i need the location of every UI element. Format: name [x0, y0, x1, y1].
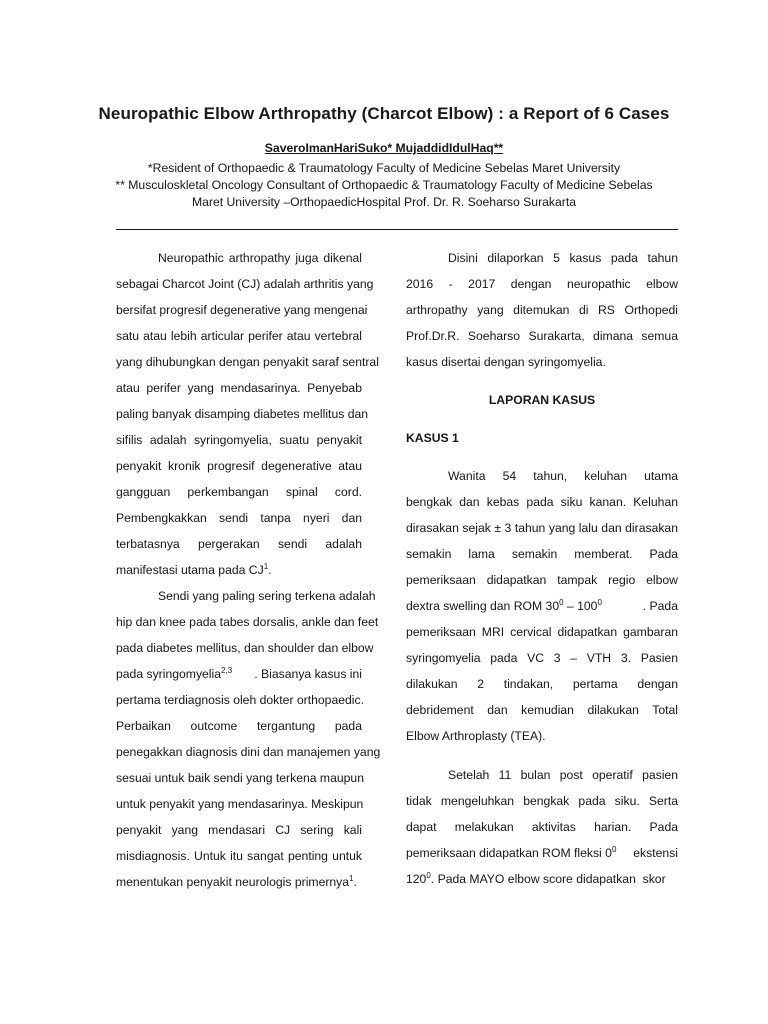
text-fragment: . Biasanya kasus ini	[254, 667, 362, 681]
author-line: SaveroImanHariSuko* MujaddidIdulHaq**	[264, 141, 504, 155]
affiliation-2: ** Musculoskletal Oncology Consultant of Orthopaedic & Traumatology Faculty of Medicine Sebelas	[115, 178, 653, 192]
right-column	[406, 245, 678, 892]
text-fragment: .	[268, 563, 272, 577]
text-line: debridement dan kemudian dilakukan Total	[406, 703, 678, 717]
left-paragraph-2	[116, 583, 381, 895]
text-fragment	[406, 840, 616, 866]
text-fragment: – 100	[563, 599, 598, 613]
text-line	[116, 557, 362, 583]
text-line: dapat melakukan aktivitas harian. Pada	[406, 820, 678, 834]
citation-superscript: 2,3	[221, 666, 233, 675]
paragraph-gap	[406, 749, 678, 762]
text-line: pemeriksaan MRI cervical didapatkan gambaran	[406, 625, 678, 639]
text-line: hip dan knee pada tabes dorsalis, ankle dan feet	[116, 615, 379, 629]
text-line: dirasakan sejak ± 3 tahun yang lalu dan dirasakan	[406, 521, 678, 535]
text-fragment: 120	[406, 872, 427, 886]
text-fragment: ekstensi	[633, 846, 678, 860]
text-fragment: .	[353, 875, 357, 889]
text-line: Wanita 54 tahun, keluhan utama	[448, 469, 678, 483]
text-line: Disini dilaporkan 5 kasus pada tahun	[448, 251, 678, 265]
text-line: kasus disertai dengan syringomyelia.	[406, 355, 606, 369]
text-line: penyakit yang mendasari CJ sering kali	[116, 823, 362, 837]
affiliation-1: *Resident of Orthopaedic & Traumatology Faculty of Medicine Sebelas Maret University	[147, 161, 621, 175]
text-line: syringomyelia pada VC 3 – VTH 3. Pasien	[406, 651, 678, 665]
text-line: tidak mengeluhkan bengkak pada siku. Serta	[406, 794, 678, 808]
text-fragment	[116, 661, 232, 687]
text-line: yang dihubungkan dengan penyakit saraf sentral	[116, 355, 379, 369]
right-paragraph-1	[406, 245, 678, 375]
text-fragment: menentukan penyakit neurologis primernya	[116, 875, 350, 889]
text-line: atau perifer yang mendasarinya. Penyebab	[116, 381, 362, 395]
text-line: Perbaikan outcome tergantung pada	[116, 719, 362, 733]
paragraph-gap	[406, 451, 678, 463]
text-line: misdiagnosis. Untuk itu sangat penting untuk	[116, 849, 362, 863]
text-fragment: pada syringomyelia	[116, 667, 222, 681]
text-line: Prof.Dr.R. Soeharso Surakarta, dimana semua	[406, 329, 678, 343]
case-heading: KASUS 1	[406, 431, 459, 445]
right-paragraph-2	[406, 463, 678, 749]
paper-title: Neuropathic Elbow Arthropathy (Charcot Elbow) : a Report of 6 Cases	[98, 104, 670, 123]
text-line: sesuai untuk baik sendi yang terkena maupun	[116, 771, 364, 785]
text-fragment: dextra swelling dan ROM 30	[406, 599, 560, 613]
left-column	[116, 245, 381, 895]
paragraph-gap	[406, 413, 678, 425]
text-line: terbatasnya pergerakan sendi adalah	[116, 537, 362, 551]
text-line	[406, 866, 678, 892]
degree-superscript: 0	[559, 598, 564, 607]
text-line: 2016 - 2017 dengan neuropathic elbow	[406, 277, 678, 291]
text-fragment: . Pada	[642, 599, 678, 613]
section-heading: LAPORAN KASUS	[488, 393, 596, 407]
text-fragment: manifestasi utama pada CJ	[116, 563, 264, 577]
text-line: Pembengkakkan sendi tanpa nyeri dan	[116, 511, 362, 525]
text-line	[406, 593, 678, 619]
text-line: dilakukan 2 tindakan, pertama dengan	[406, 677, 678, 691]
text-line: gangguan perkembangan spinal cord.	[116, 485, 362, 499]
text-line: Elbow Arthroplasty (TEA).	[406, 729, 546, 743]
citation-superscript: 1	[349, 874, 354, 883]
text-line: pemeriksaan didapatkan tampak regio elbow	[406, 573, 678, 587]
text-fragment: . Pada MAYO elbow score didapatkan skor	[430, 872, 666, 886]
text-line	[116, 869, 362, 895]
right-paragraph-3	[406, 762, 678, 892]
text-line	[116, 661, 362, 687]
text-line: Sendi yang paling sering terkena adalah	[158, 589, 376, 603]
degree-superscript: 0	[611, 845, 617, 854]
citation-superscript: 1	[263, 562, 269, 571]
text-line: Setelah 11 bulan post operatif pasien	[448, 768, 678, 782]
text-line: bengkak dan kebas pada siku kanan. Keluhan	[406, 495, 678, 509]
paragraph-gap	[406, 375, 678, 387]
text-line: penegakkan diagnosis dini dan manajemen yang	[116, 745, 381, 759]
text-line: satu atau lebih articular perifer atau vertebral	[116, 329, 362, 343]
header-divider	[116, 229, 678, 230]
degree-superscript: 0	[426, 871, 431, 880]
left-paragraph-1	[116, 245, 379, 583]
text-fragment	[406, 593, 602, 619]
text-line: penyakit kronik progresif degenerative atau	[116, 459, 362, 473]
text-line: untuk penyakit yang mendasarinya. Meskipun	[116, 797, 364, 811]
text-line: pertama terdiagnosis oleh dokter orthopaedic.	[116, 693, 364, 707]
text-line: bersifat progresif degenerative yang mengenai	[116, 303, 368, 317]
degree-superscript: 0	[597, 598, 602, 607]
text-fragment: pemeriksaan didapatkan ROM fleksi 0	[406, 846, 612, 860]
text-line: arthropathy yang ditemukan di RS Orthopedi	[406, 303, 678, 317]
text-line: sifilis adalah syringomyelia, suatu penyakit	[116, 433, 362, 447]
text-line: paling banyak disamping diabetes mellitus dan	[116, 407, 369, 421]
text-line: sebagai Charcot Joint (CJ) adalah arthritis yang	[116, 277, 374, 291]
text-line: semakin lama semakin memberat. Pada	[406, 547, 678, 561]
text-line: pada diabetes mellitus, dan shoulder dan elbow	[116, 641, 374, 655]
text-line: Neuropathic arthropathy juga dikenal	[158, 251, 362, 265]
text-line	[406, 840, 678, 866]
affiliation-3: Maret University –OrthopaedicHospital Prof. Dr. R. Soeharso Surakarta	[191, 195, 577, 209]
